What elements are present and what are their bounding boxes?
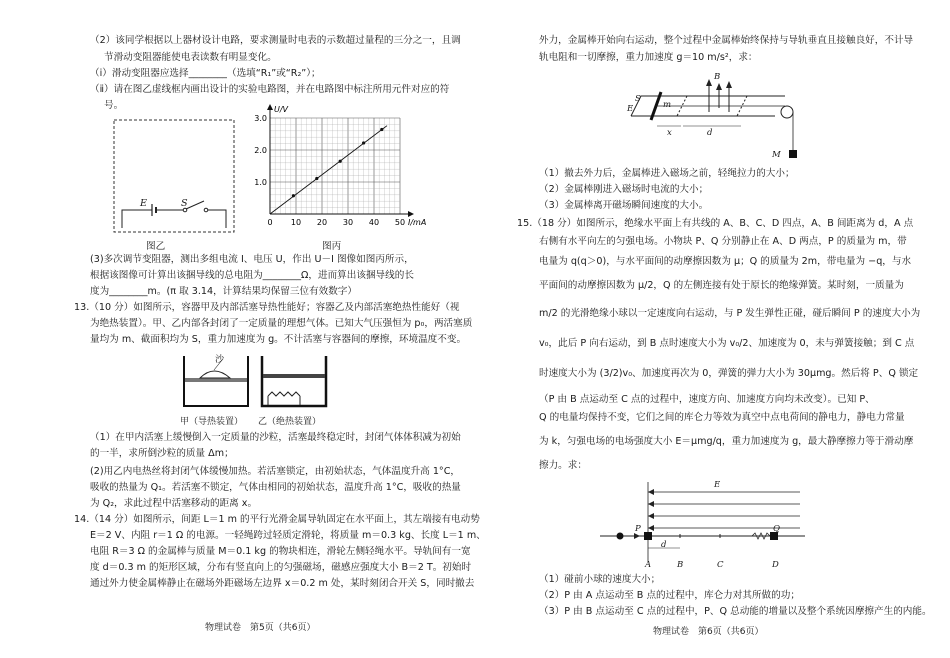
- x-axis-arrow: [408, 211, 414, 217]
- data-point: [315, 177, 318, 180]
- text-line: （1）在甲内活塞上缓慢倒入一定质量的沙粒，活塞最终稳定时，封闭气体体积减为初始: [90, 432, 461, 443]
- text-line: （ⅰ）滑动变阻器应选择________（选填“R₁”或“R₂”）；: [90, 68, 321, 79]
- ball: [617, 533, 624, 540]
- text-line: v₀，此后 P 向右运动，到 B 点时速度大小为 v₀/2、加速度为 0，未与弹簧接触；到 C 点: [539, 338, 915, 349]
- heater-wire: [268, 392, 300, 396]
- text-line: 轨电阻和一切摩擦，重力加速度 g＝10 m/s²，求：: [539, 52, 758, 63]
- text-line: (3)多次调节变阻器，测出多组电流 I、电压 U，作出 U－I 图像如图丙所示，: [90, 254, 414, 265]
- y-axis-label: U/V: [274, 105, 289, 114]
- fig15-C: C: [717, 560, 724, 570]
- fig14-M: M: [772, 150, 781, 160]
- circuit-box-figure: [112, 118, 238, 236]
- fig14-E: E: [627, 104, 634, 114]
- vessel-yi: [262, 356, 326, 406]
- fit-line: [270, 126, 387, 214]
- vessel-yi-caption: 乙（绝热装置）: [258, 417, 322, 427]
- fig14-S: S: [635, 94, 641, 104]
- y-tick-label: 2.0: [254, 146, 267, 155]
- text-line: 号。: [104, 100, 124, 111]
- block-M: [789, 150, 797, 158]
- text-line: 外力，金属棒开始向右运动，整个过程中金属棒始终保持与导轨垂直且接触良好，不计导: [539, 35, 914, 46]
- fig15-d: d: [661, 540, 667, 550]
- text-line: 电量为 q(q＞0)，与水平面间的动摩擦因数为 μ；Q 的质量为 2m，带电量为 −q，与水: [539, 256, 912, 267]
- text-line: （2）P 由 A 点运动至 B 点的过程中，库仑力对其所做的功；: [539, 590, 800, 601]
- figure-bing-caption: 图丙: [322, 241, 342, 252]
- text-line: 电阻 R＝3 Ω 的金属棒与质量 M＝0.1 kg 的物块相连，滑轮左侧轻绳水平。导轨间有一宽: [90, 546, 471, 557]
- wire-right: [208, 210, 226, 228]
- ui-graph: [250, 105, 440, 234]
- fig15-D: D: [772, 560, 779, 570]
- fig14-d: d: [707, 128, 713, 138]
- text-line: E＝2 V、内阻 r＝1 Ω 的电源。一轻绳跨过轻质定滑轮，将质量 m＝0.3 kg、长度 L＝1 m、: [90, 530, 486, 541]
- text-line: 通过外力使金属棒静止在磁场外距磁场左边界 x＝0.2 m 处，某时刻闭合开关 S，同时撤去: [90, 578, 475, 589]
- text-line: 度 d＝0.3 m 的矩形区域，分布有竖直向上的匀强磁场，磁感应强度大小 B＝2 T。初始时: [90, 562, 472, 573]
- vessel-jia-caption: 甲（导热装置）: [180, 417, 244, 427]
- rails-figure: [625, 72, 805, 162]
- text-line: （1）撤去外力后，金属棒进入磁场之前，轻绳拉力的大小；: [539, 168, 795, 179]
- x-tick-label: 20: [316, 218, 328, 227]
- y-tick-label: 1.0: [254, 178, 267, 187]
- text-line: 节滑动变阻器能使电表读数有明显变化。: [104, 52, 277, 63]
- fig15-E: E: [714, 480, 721, 490]
- battery-label: E: [140, 198, 148, 209]
- text-line: 吸收的热量为 Q₁。若活塞不锁定，气体由相同的初始状态，温度升高 1°C，吸收的热量: [90, 482, 461, 493]
- piston-jia: [185, 378, 247, 382]
- piston-yi: [263, 374, 325, 378]
- text-line: （1）碰前小球的速度大小；: [539, 574, 661, 585]
- page-footer: 物理试卷 第6页（共6页）: [653, 627, 764, 637]
- switch-label: S: [181, 198, 188, 209]
- x-axis-label: I/mA: [408, 218, 427, 227]
- fig15-A: A: [645, 560, 652, 570]
- sand-pile: [200, 371, 230, 378]
- x-tick-label: 0: [267, 218, 273, 227]
- sand-label: 沙: [215, 355, 225, 365]
- vessels-figure: [180, 350, 330, 412]
- fig14-B: B: [714, 72, 721, 82]
- text-line: 13.（10 分）如图所示，容器甲及内部活塞导热性能好；容器乙及内部活塞绝热性能好（视: [74, 302, 460, 313]
- fig15-B: B: [677, 560, 684, 570]
- text-line: 的一半，求所倒沙粒的质量 Δm；: [90, 448, 234, 459]
- x-tick-label: 10: [290, 218, 302, 227]
- text-line: 时速度大小为 (3/2)v₀、加速度再次为 0，弹簧的弹力大小为 30μmg。然后将 P、Q 锁定: [539, 368, 919, 379]
- x-tick-label: 40: [368, 218, 380, 227]
- text-line: Q 的电量均保持不变，它们之间的库仑力等效为真空中点电荷间的静电力，静电力常量: [539, 412, 905, 423]
- dashed-frame: [114, 120, 234, 232]
- right-page: [475, 0, 950, 658]
- page-footer: 物理试卷 第5页（共6页）: [205, 623, 316, 633]
- data-point: [380, 128, 383, 131]
- block-P: [644, 532, 652, 540]
- data-point: [339, 160, 342, 163]
- wire-left: [122, 210, 152, 228]
- text-line: （2）该同学根据以上器材设计电路，要求测量时电表的示数超过量程的三分之一，且调: [90, 35, 461, 46]
- text-line: （3）金属棒离开磁场瞬间速度的大小。: [539, 200, 709, 211]
- text-line: 为绝热装置）。甲、乙内部各封闭了一定质量的理想气体。已知大气压强恒为 p₀，两活塞质: [90, 318, 473, 329]
- switch-blade: [186, 201, 204, 209]
- fig15-Q: Q: [773, 524, 780, 534]
- data-point: [292, 194, 295, 197]
- y-axis-arrow: [267, 104, 273, 110]
- text-line: (2)用乙内电热丝将封闭气体缓慢加热。若活塞锁定，由初始状态，气体温度升高 1°C，: [90, 466, 461, 477]
- fig14-x: x: [667, 128, 672, 138]
- text-line: 15.（18 分）如图所示，绝缘水平面上有共线的 A、B、C、D 四点，A、B 间距离为 d，A 点: [517, 218, 914, 229]
- text-line: （P 由 B 点运动至 C 点的过程中，速度方向、加速度方向均未改变）。已知 P、: [539, 394, 875, 405]
- text-line: （ⅱ）请在图乙虚线框内画出设计的实验电路图，并在电路图中标注所用元件对应的符: [90, 84, 450, 95]
- text-line: 平面间的动摩擦因数为 μ/2，Q 的左侧连接有处于原长的绝缘弹簧。某时刻，一质量为: [539, 280, 904, 291]
- text-line: 擦力。求：: [539, 460, 587, 471]
- text-line: 度为________m。(π 取 3.14，计算结果均保留三位有效数字）: [90, 286, 357, 297]
- text-line: m/2 的光滑绝缘小球以一定速度向右运动，与 P 发生弹性正碰，碰后瞬间 P 的速度大小为: [539, 308, 921, 319]
- text-line: 为 Q₂，求此过程中活塞移动的距离 x。: [90, 498, 258, 509]
- y-tick-label: 3.0: [254, 114, 267, 123]
- x-tick-label: 30: [342, 218, 354, 227]
- data-point: [362, 141, 365, 144]
- text-line: 根据该图像可计算出该捆导线的总电阻为________Ω，进而算出该捆导线的长: [90, 270, 414, 281]
- fig15-P: P: [635, 524, 641, 534]
- text-line: 量均为 m、截面积均为 S，重力加速度为 g。不计活塞与容器间的摩擦，环境温度不变。: [90, 334, 467, 345]
- text-line: 右侧有水平向左的匀强电场。小物块 P、Q 分别静止在 A、D 两点，P 的质量为 m，带: [539, 236, 907, 247]
- text-line: （2）金属棒刚进入磁场时电流的大小；: [539, 184, 709, 195]
- text-line: （3）P 由 B 点运动至 C 点的过程中，P、Q 总动能的增量以及整个系统因摩擦产生的内能。: [539, 606, 932, 617]
- text-line: 14.（14 分）如图所示，间距 L＝1 m 的平行光滑金属导轨固定在水平面上，其左端接有电动势: [74, 514, 480, 525]
- text-line: 为 k，匀强电场的电场强度大小 E＝μmg/q，重力加速度为 g，最大静摩擦力等于滑动摩: [539, 436, 914, 447]
- fig14-m: m: [663, 100, 672, 110]
- x-tick-label: 50: [394, 218, 406, 227]
- pulley: [781, 106, 793, 118]
- figure-yi-caption: 图乙: [146, 241, 166, 252]
- switch-contact: [204, 208, 208, 212]
